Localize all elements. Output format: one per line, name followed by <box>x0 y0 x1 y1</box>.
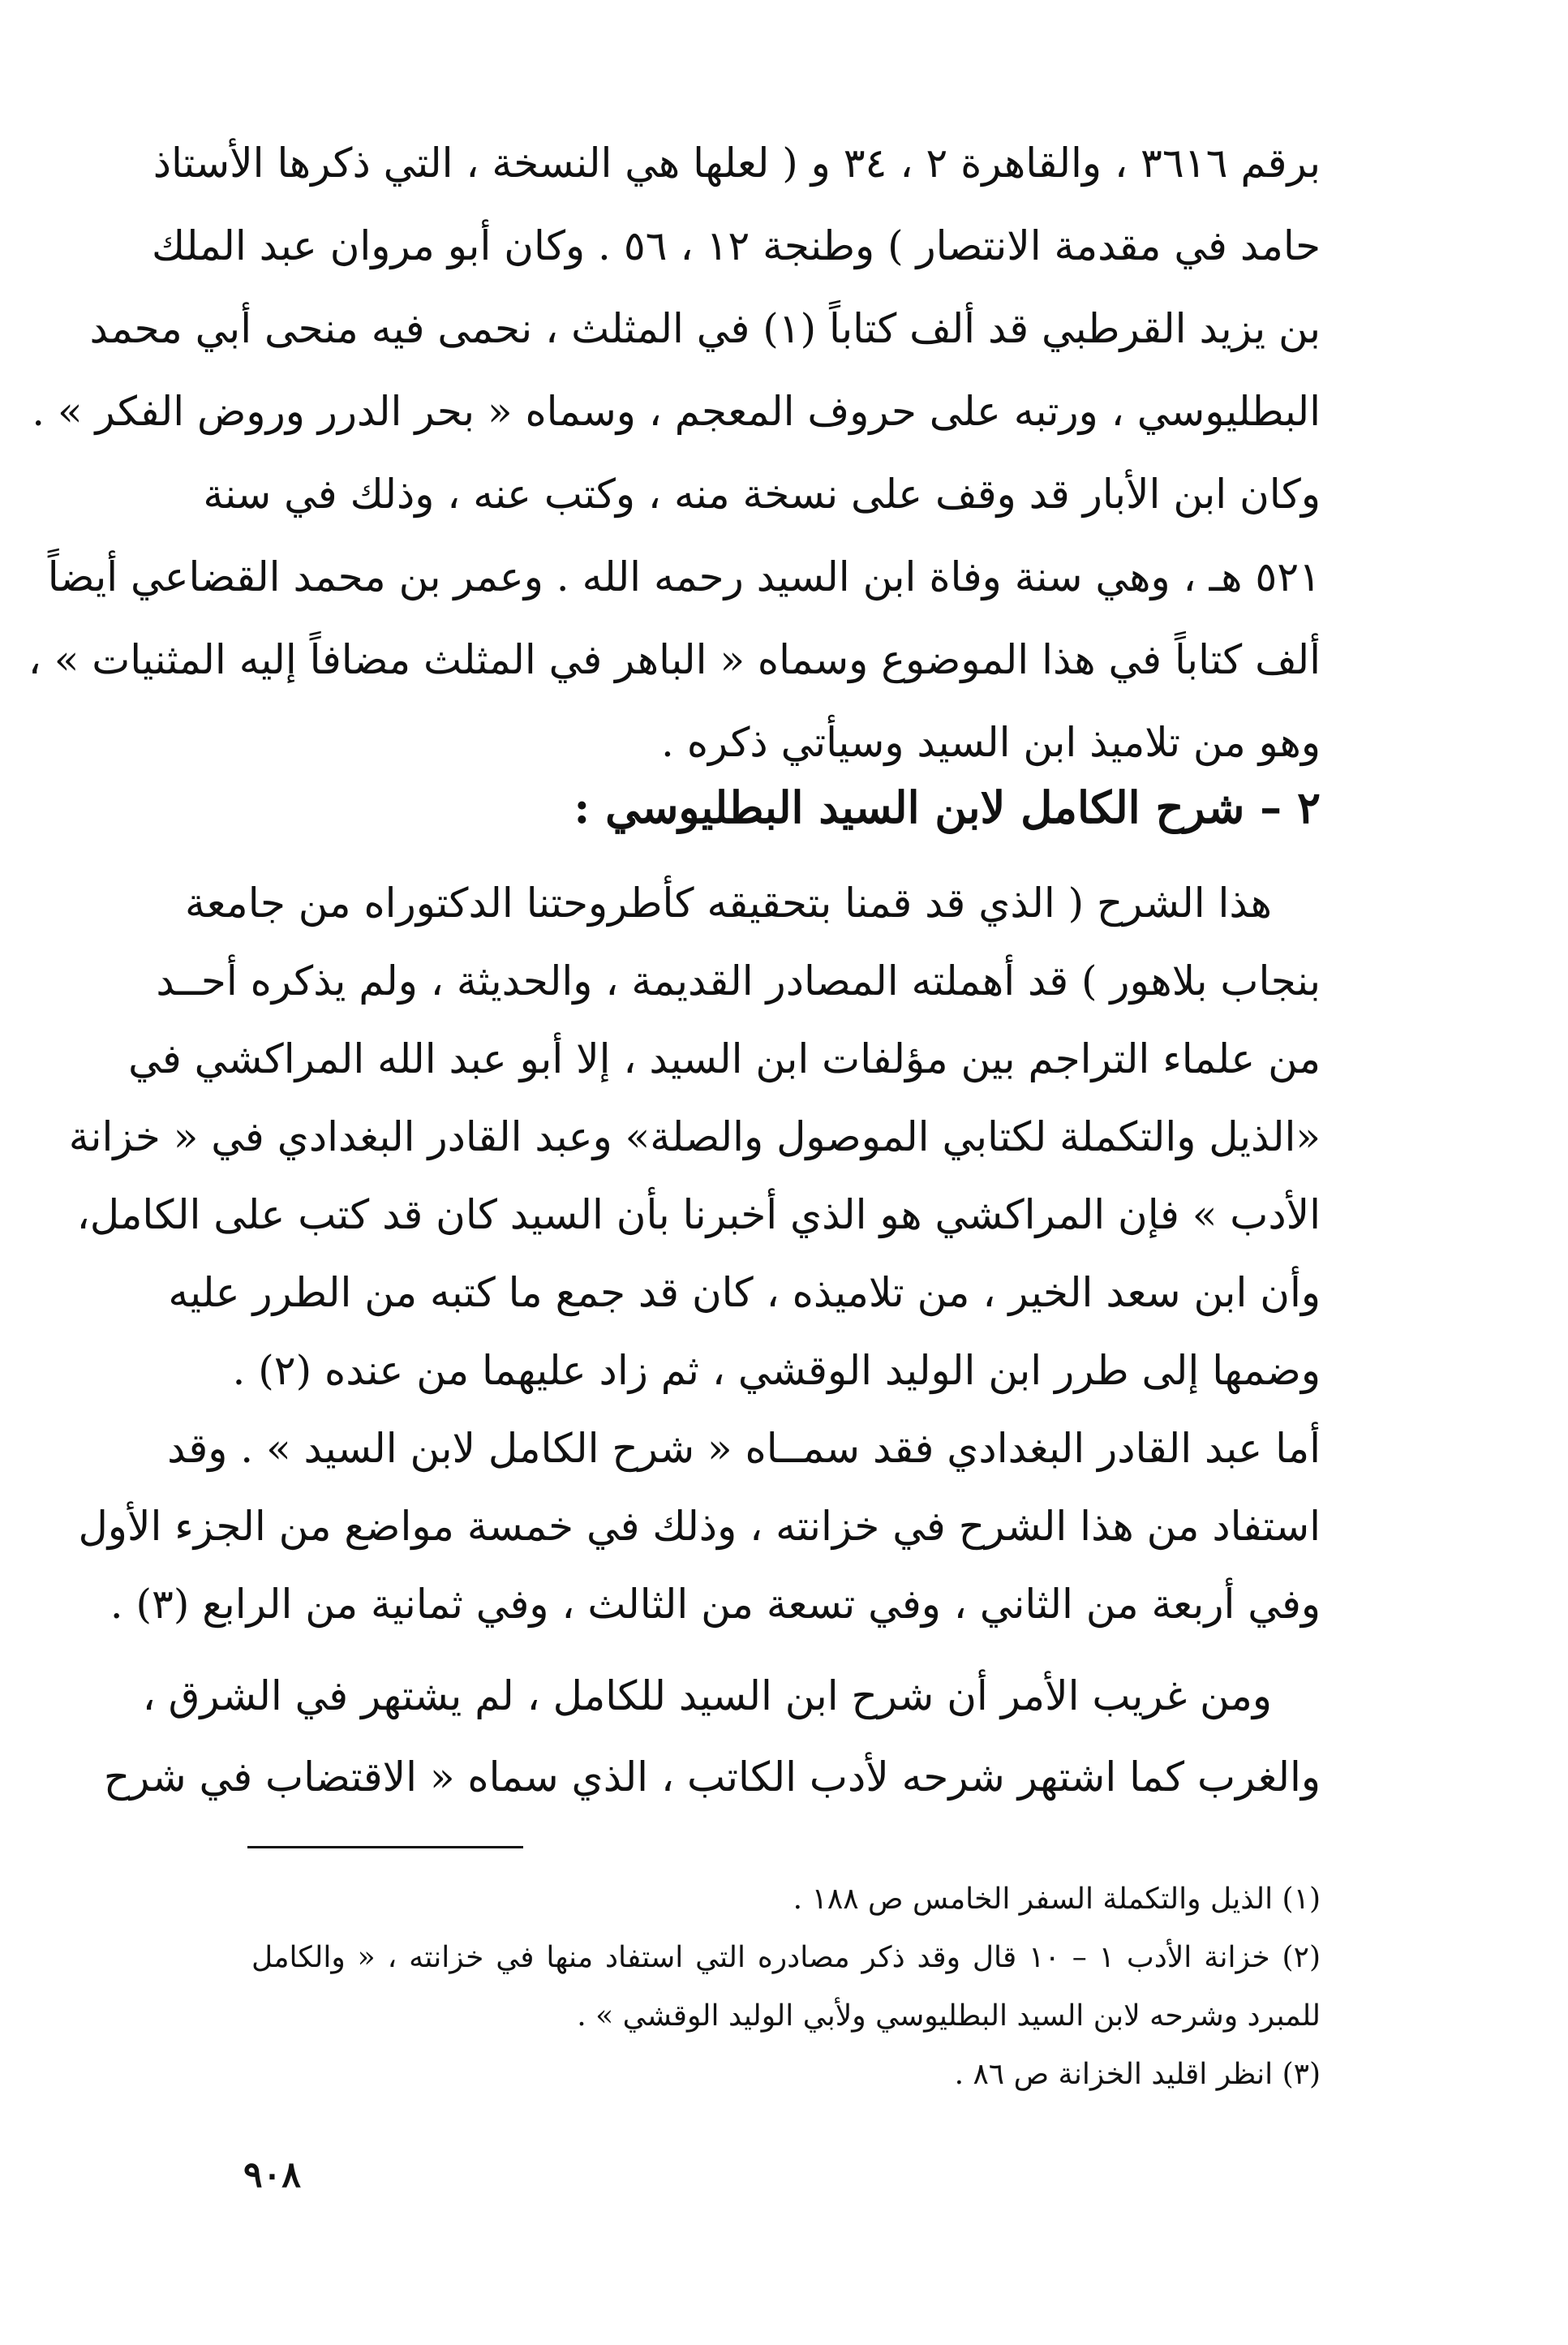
footnote: (٢) خزانة الأدب ١ – ١٠ قال وقد ذكر مصادره التي استفاد منها في خزانته ، « والكامل <box>251 1941 1321 1974</box>
top-paragraph <box>28 122 1321 784</box>
text-line: ألف كتاباً في هذا الموضوع وسماه « الباهر في المثلث مضافاً إليه المثنيات » ، <box>28 636 1321 683</box>
footnote: (٣) انظر اقليد الخزانة ص ٨٦ . <box>954 2058 1321 2091</box>
text-line: وفي أربعة من الثاني ، وفي تسعة من الثالث ، وفي ثمانية من الرابع (٣) . <box>110 1581 1321 1628</box>
final-paragraph <box>103 1655 1321 1818</box>
text-line: وأن ابن سعد الخير ، من تلاميذه ، كان قد جمع ما كتبه من الطرر عليه <box>168 1269 1321 1316</box>
page-number: ٩٠٨ <box>243 2154 301 2196</box>
text-line: برقم ٣٦١٦ ، والقاهرة ٢ ، ٣٤ و ( لعلها هي النسخة ، التي ذكرها الأستاذ <box>153 140 1321 187</box>
text-line: بنجاب بلاهور ) قد أهملته المصادر القديمة ، والحديثة ، ولم يذكره أحــد <box>156 957 1321 1005</box>
text-line: والغرب كما اشتهر شرحه لأدب الكاتب ، الذي سماه « الاقتضاب في شرح <box>103 1753 1321 1801</box>
text-line: استفاد من هذا الشرح في خزانته ، وذلك في خمسة مواضع من الجزء الأول <box>78 1503 1321 1550</box>
text-line: بن يزيد القرطبي قد ألف كتاباً (١) في المثلث ، نحمى فيه منحى أبي محمد <box>89 305 1321 352</box>
footnote-separator <box>247 1846 523 1848</box>
section-heading: ٢ – شرح الكامل لابن السيد البطليوسي : <box>574 781 1321 833</box>
text-line: «الذيل والتكملة لكتابي الموصول والصلة» وعبد القادر البغدادي في « خزانة <box>68 1113 1321 1160</box>
text-line: ومن غريب الأمر أن شرح ابن السيد للكامل ، لم يشتهر في الشرق ، <box>142 1672 1272 1719</box>
text-line: حامد في مقدمة الانتصار ) وطنجة ١٢ ، ٥٦ . وكان أبو مروان عبد الملك <box>152 222 1321 269</box>
text-line: وهو من تلاميذ ابن السيد وسيأتي ذكره . <box>661 719 1321 766</box>
text-line: أما عبد القادر البغدادي فقد سمــاه « شرح الكامل لابن السيد » . وقد <box>167 1425 1321 1472</box>
text-line: هذا الشرح ( الذي قد قمنا بتحقيقه كأطروحتنا الدكتوراه من جامعة <box>185 880 1272 927</box>
text-line: البطليوسي ، ورتبه على حروف المعجم ، وسماه « بحر الدرر وروض الفكر » . <box>32 388 1321 435</box>
text-line: وكان ابن الأبار قد وقف على نسخة منه ، وكتب عنه ، وذلك في سنة <box>203 471 1321 518</box>
footnotes <box>251 1870 1321 2104</box>
footnote: للمبرد وشرحه لابن السيد البطليوسي ولأبي الوليد الوقشي » . <box>577 1999 1321 2033</box>
footnote: (١) الذيل والتكملة السفر الخامس ص ١٨٨ . <box>793 1882 1321 1916</box>
text-line: وضمها إلى طرر ابن الوليد الوقشي ، ثم زاد عليهما من عنده (٢) . <box>232 1347 1321 1394</box>
text-line: الأدب » فإن المراكشي هو الذي أخبرنا بأن السيد كان قد كتب على الكامل، <box>76 1191 1321 1238</box>
middle-paragraph <box>68 864 1321 1643</box>
text-line: ٥٢١ هـ ، وهي سنة وفاة ابن السيد رحمه الله . وعمر بن محمد القضاعي أيضاً <box>47 553 1321 600</box>
text-line: من علماء التراجم بين مؤلفات ابن السيد ، إلا أبو عبد الله المراكشي في <box>128 1035 1321 1082</box>
